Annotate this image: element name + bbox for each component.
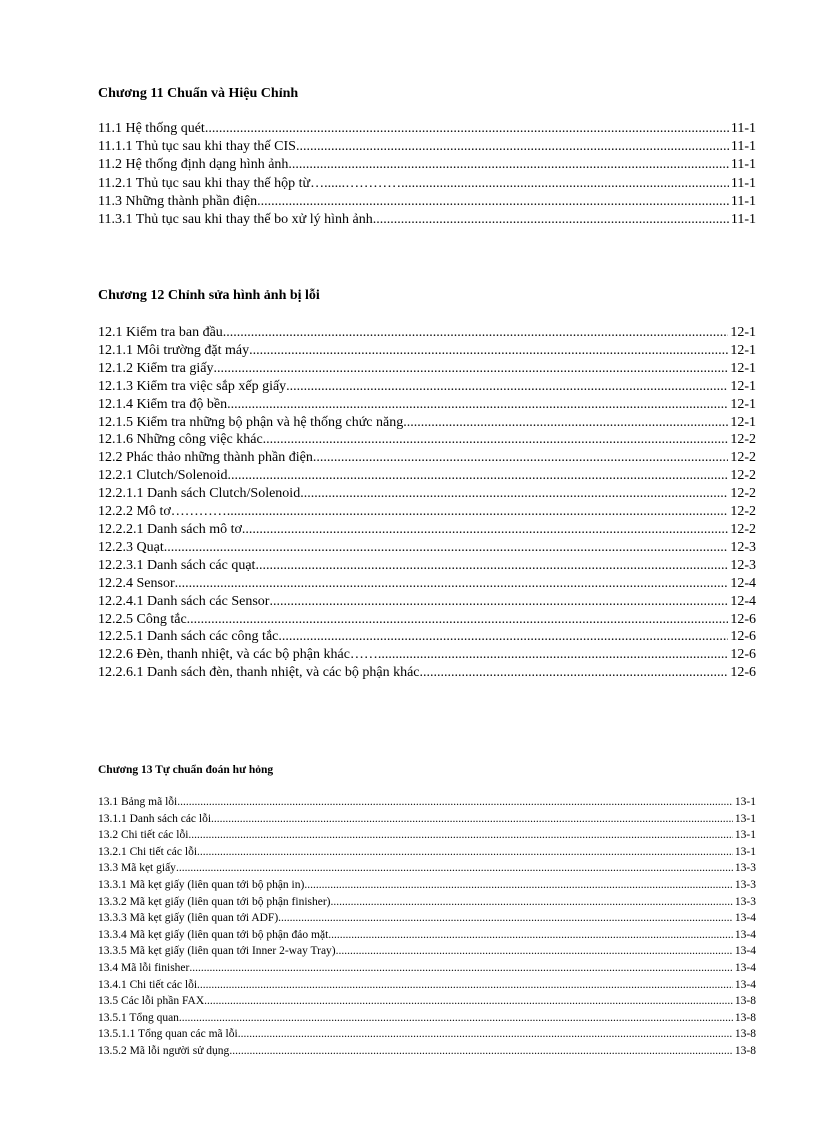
dot-leader bbox=[197, 977, 733, 994]
toc-entry bbox=[98, 611, 756, 629]
dot-leader bbox=[373, 211, 729, 229]
toc-entry-page: 12-1 bbox=[730, 378, 756, 394]
dot-leader bbox=[313, 449, 729, 467]
toc-entry bbox=[98, 485, 756, 503]
dot-leader bbox=[177, 794, 733, 811]
toc-entry-page: 11-1 bbox=[730, 121, 756, 136]
toc-entry-page: 13-3 bbox=[734, 878, 756, 891]
chapter-title: Chương 13 Tự chuẩn đoán hư hỏng bbox=[98, 764, 274, 776]
toc-entry-label: 12.1.6 Những công việc khác bbox=[98, 432, 263, 448]
toc-entry-label: 13.3.2 Mã kẹt giấy (liên quan tới bộ phận finisher) bbox=[98, 895, 331, 908]
toc-entry bbox=[98, 927, 756, 944]
dot-leader bbox=[176, 860, 733, 877]
toc-entry bbox=[98, 960, 756, 977]
toc-entry bbox=[98, 324, 756, 342]
toc-entry bbox=[98, 794, 756, 811]
dot-leader bbox=[405, 175, 729, 193]
toc-entry-page: 13-3 bbox=[734, 895, 756, 908]
dot-leader bbox=[211, 811, 733, 828]
dot-leader bbox=[420, 664, 729, 682]
toc-entry bbox=[98, 378, 756, 396]
dot-leader bbox=[331, 894, 733, 911]
toc-entry-label: 12.2.4 Sensor bbox=[98, 575, 175, 591]
toc-entry-label: 12.2.5.1 Danh sách các công tắc bbox=[98, 629, 279, 645]
dot-leader bbox=[228, 467, 729, 485]
toc-entry bbox=[98, 1043, 756, 1060]
dot-leader bbox=[175, 575, 729, 593]
toc-entry-page: 11-1 bbox=[730, 175, 756, 191]
toc-entry-label: 13.5.2 Mã lỗi người sử dụng bbox=[98, 1044, 230, 1057]
dot-leader bbox=[263, 431, 729, 449]
dot-leader bbox=[255, 557, 728, 575]
toc-entry-page: 13-1 bbox=[734, 796, 756, 808]
dot-leader bbox=[229, 1043, 733, 1060]
toc-entry-label: 13.4 Mã lỗi finisher bbox=[98, 961, 190, 974]
toc-entry bbox=[98, 943, 756, 960]
dot-leader bbox=[230, 503, 728, 521]
toc-entry-label: 13.3.3 Mã kẹt giấy (liên quan tới ADF) bbox=[98, 912, 279, 925]
dot-leader bbox=[189, 960, 733, 977]
dot-leader bbox=[278, 910, 733, 927]
toc-entry-label: 13.5 Các lỗi phần FAX bbox=[98, 995, 205, 1008]
dot-leader bbox=[304, 877, 733, 894]
toc-entry-page: 12-6 bbox=[730, 629, 756, 645]
toc-entry-page: 13-8 bbox=[734, 995, 756, 1008]
toc-entry-label: 13.2 Chi tiết các lỗi bbox=[98, 829, 189, 842]
toc-entry bbox=[98, 503, 756, 521]
chapter-title: Chương 11 Chuẩn và Hiệu Chỉnh bbox=[98, 86, 299, 101]
toc-entry bbox=[98, 138, 756, 156]
toc-entry-label: 12.2.2.1 Danh sách mô tơ bbox=[98, 521, 242, 537]
toc-entry bbox=[98, 211, 756, 229]
toc-entry-page: 13-1 bbox=[734, 829, 756, 842]
toc-entry-label: 13.3.1 Mã kẹt giấy (liên quan tới bộ phận in) bbox=[98, 878, 305, 891]
toc-entry bbox=[98, 342, 756, 360]
toc-entry-label: 12.2.1 Clutch/Solenoid bbox=[98, 468, 228, 484]
toc-entry-label: 11.1.1 Thủ tục sau khi thay thế CIS bbox=[98, 139, 296, 155]
toc-entry-page: 12-1 bbox=[730, 325, 756, 340]
dot-leader bbox=[197, 844, 733, 861]
toc-entry-label: 12.2 Phác thảo những thành phần điện bbox=[98, 450, 313, 466]
toc-entry-page: 12-2 bbox=[730, 450, 756, 466]
toc-entry-label: 12.2.2 Mô tơ…………. bbox=[98, 504, 231, 520]
toc-entry bbox=[98, 646, 756, 664]
dot-leader bbox=[288, 156, 728, 174]
toc-entry-label: 13.1.1 Danh sách các lỗi bbox=[98, 812, 212, 825]
toc-entry-page: 12-2 bbox=[730, 504, 756, 520]
dot-leader bbox=[223, 324, 729, 342]
toc-entry-page: 13-4 bbox=[734, 978, 756, 991]
toc-entry-page: 13-4 bbox=[734, 961, 756, 974]
toc-entry-page: 12-2 bbox=[730, 468, 756, 484]
toc-entry-page: 11-1 bbox=[730, 212, 756, 228]
toc-list bbox=[98, 120, 756, 229]
toc-entry-label: 12.1.3 Kiểm tra việc sắp xếp giấy bbox=[98, 378, 287, 394]
toc-entry-label: 12.1.2 Kiểm tra giấy bbox=[98, 360, 214, 376]
toc-entry bbox=[98, 193, 756, 211]
toc-entry bbox=[98, 120, 756, 138]
toc-list bbox=[98, 324, 756, 682]
toc-entry-page: 12-6 bbox=[730, 665, 756, 681]
dot-leader bbox=[336, 943, 733, 960]
toc-entry bbox=[98, 156, 756, 174]
dot-leader bbox=[278, 628, 728, 646]
dot-leader bbox=[257, 193, 729, 211]
dot-leader bbox=[300, 485, 728, 503]
dot-leader bbox=[213, 360, 728, 378]
toc-entry bbox=[98, 1026, 756, 1043]
toc-entry bbox=[98, 431, 756, 449]
dot-leader bbox=[249, 342, 728, 360]
toc-entry-page: 13-8 bbox=[734, 1028, 756, 1041]
dot-leader bbox=[296, 138, 729, 156]
toc-entry bbox=[98, 664, 756, 682]
toc-entry-label: 11.2.1 Thủ tục sau khi thay thế hộp từ…......…………. bbox=[98, 175, 405, 191]
toc-entry-label: 12.1.5 Kiểm tra những bộ phận và hệ thống chức năng bbox=[98, 414, 404, 430]
toc-entry bbox=[98, 557, 756, 575]
toc-entry bbox=[98, 628, 756, 646]
toc-entry-page: 13-4 bbox=[734, 912, 756, 925]
toc-entry bbox=[98, 575, 756, 593]
toc-entry-page: 12-3 bbox=[730, 557, 756, 573]
toc-entry-page: 13-3 bbox=[734, 862, 756, 875]
toc-entry-label: 12.1.1 Môi trường đặt máy bbox=[98, 342, 250, 358]
toc-entry-page: 12-4 bbox=[730, 593, 756, 609]
toc-entry-page: 12-1 bbox=[730, 342, 756, 358]
toc-entry-page: 12-4 bbox=[730, 575, 756, 591]
toc-entry-label: 12.1.4 Kiểm tra độ bền bbox=[98, 396, 228, 412]
toc-entry-label: 13.3 Mã kẹt giấy bbox=[98, 862, 176, 875]
toc-entry bbox=[98, 844, 756, 861]
toc-entry-label: 12.2.3 Quạt bbox=[98, 539, 164, 555]
toc-entry-label: 13.4.1 Chi tiết các lỗi bbox=[98, 978, 198, 991]
toc-entry bbox=[98, 977, 756, 994]
toc-entry-page: 12-6 bbox=[730, 611, 756, 627]
toc-entry bbox=[98, 827, 756, 844]
dot-leader bbox=[242, 521, 728, 539]
dot-leader bbox=[403, 414, 728, 432]
dot-leader bbox=[164, 539, 729, 557]
toc-entry-label: 12.1 Kiểm tra ban đầu bbox=[98, 325, 223, 340]
toc-entry-label: 11.3 Những thành phần điện bbox=[98, 193, 258, 209]
toc-entry-page: 13-1 bbox=[734, 845, 756, 858]
toc-entry bbox=[98, 910, 756, 927]
toc-entry bbox=[98, 175, 756, 193]
dot-leader bbox=[378, 646, 728, 664]
toc-entry bbox=[98, 593, 756, 611]
toc-entry-label: 12.2.3.1 Danh sách các quạt bbox=[98, 557, 256, 573]
toc-entry-label: 12.2.6 Đèn, thanh nhiệt, và các bộ phận khác…… bbox=[98, 647, 378, 663]
toc-list bbox=[98, 794, 756, 1060]
dot-leader bbox=[328, 927, 733, 944]
toc-entry-page: 12-3 bbox=[730, 539, 756, 555]
toc-entry bbox=[98, 539, 756, 557]
dot-leader bbox=[238, 1026, 733, 1043]
toc-entry-label: 13.2.1 Chi tiết các lỗi bbox=[98, 845, 198, 858]
toc-entry bbox=[98, 521, 756, 539]
toc-entry-page: 12-2 bbox=[730, 486, 756, 502]
toc-entry bbox=[98, 811, 756, 828]
toc-entry-page: 12-1 bbox=[730, 396, 756, 412]
toc-entry-page: 12-2 bbox=[730, 521, 756, 537]
toc-entry-page: 13-8 bbox=[734, 1011, 756, 1024]
toc-entry-page: 12-6 bbox=[730, 647, 756, 663]
toc-entry-label: 11.2 Hệ thống định dạng hình ảnh bbox=[98, 157, 289, 173]
toc-entry-label: 12.2.6.1 Danh sách đèn, thanh nhiệt, và các bộ phận khác bbox=[98, 665, 420, 681]
toc-entry-label: 12.2.1.1 Danh sách Clutch/Solenoid bbox=[98, 486, 301, 502]
chapter-title: Chương 12 Chỉnh sửa hình ảnh bị lỗi bbox=[98, 288, 320, 303]
dot-leader bbox=[188, 827, 733, 844]
toc-entry-page: 13-4 bbox=[734, 928, 756, 941]
toc-entry-label: 13.5.1 Tổng quan bbox=[98, 1011, 179, 1024]
toc-entry-label: 13.5.1.1 Tổng quan các mã lỗi bbox=[98, 1028, 238, 1041]
toc-entry bbox=[98, 449, 756, 467]
toc-entry-label: 12.2.5 Công tắc bbox=[98, 611, 187, 627]
toc-entry-page: 13-4 bbox=[734, 945, 756, 958]
toc-entry-page: 11-1 bbox=[730, 139, 756, 155]
toc-entry bbox=[98, 396, 756, 414]
toc-entry-page: 11-1 bbox=[730, 157, 756, 173]
toc-entry-page: 12-1 bbox=[730, 360, 756, 376]
dot-leader bbox=[204, 993, 733, 1010]
toc-entry-page: 11-1 bbox=[730, 193, 756, 209]
toc-entry-label: 13.1 Bảng mã lỗi bbox=[98, 796, 178, 808]
toc-entry bbox=[98, 1010, 756, 1027]
toc-entry-label: 11.3.1 Thủ tục sau khi thay thế bo xử lý hình ảnh bbox=[98, 212, 373, 228]
toc-entry bbox=[98, 894, 756, 911]
toc-entry-page: 12-2 bbox=[730, 432, 756, 448]
dot-leader bbox=[179, 1010, 733, 1027]
dot-leader bbox=[269, 593, 728, 611]
dot-leader bbox=[187, 611, 729, 629]
toc-entry bbox=[98, 360, 756, 378]
toc-entry-page: 12-1 bbox=[730, 414, 756, 430]
dot-leader bbox=[286, 378, 728, 396]
toc-entry-page: 13-8 bbox=[734, 1044, 756, 1057]
toc-entry bbox=[98, 414, 756, 432]
toc-entry-page: 13-1 bbox=[734, 812, 756, 825]
toc-entry bbox=[98, 860, 756, 877]
toc-entry bbox=[98, 467, 756, 485]
toc-entry-label: 11.1 Hệ thống quét bbox=[98, 121, 205, 136]
dot-leader bbox=[227, 396, 728, 414]
toc-entry bbox=[98, 993, 756, 1010]
dot-leader bbox=[205, 120, 729, 138]
toc-entry-label: 13.3.5 Mã kẹt giấy (liên quan tới Inner 2-way Tray) bbox=[98, 945, 336, 958]
toc-entry bbox=[98, 877, 756, 894]
toc-entry-label: 13.3.4 Mã kẹt giấy (liên quan tới bộ phận đảo mặt bbox=[98, 928, 329, 941]
toc-entry-label: 12.2.4.1 Danh sách các Sensor bbox=[98, 593, 270, 609]
